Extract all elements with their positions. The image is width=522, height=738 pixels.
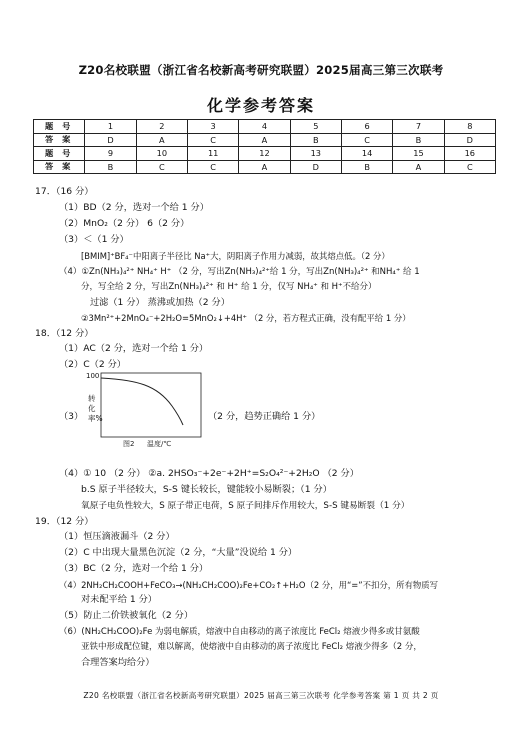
table-cell: 4 — [239, 120, 290, 134]
table-cell: C — [136, 160, 187, 174]
q18-line: （4）① 10 （2 分） ②a. 2HSO₃⁻+2e⁻+2H⁺=S₂O₄²⁻+2H₂O （2 分） — [59, 468, 359, 479]
table-cell: C — [341, 133, 392, 147]
q19-line: （2）C 中出现大量黑色沉淀（2 分，“大量”没说给 1 分） — [59, 547, 298, 558]
q18-line: （2）C（2 分） — [59, 359, 126, 370]
table-cell: 13 — [290, 147, 341, 161]
q18-heading: 18．（12 分） — [35, 328, 94, 339]
table-cell: A — [239, 133, 290, 147]
table-cell: B — [393, 133, 444, 147]
graph-svg — [97, 371, 205, 449]
table-cell: 9 — [85, 147, 136, 161]
table-cell: 12 — [239, 147, 290, 161]
conversion-graph — [97, 371, 205, 449]
table-row-numbers-2 — [34, 147, 496, 161]
document-title: Z20名校联盟（浙江省名校新高考研究联盟）2025届高三第三次联考 — [78, 63, 444, 77]
y-axis-label: 转化率% — [88, 394, 103, 423]
q19-line: （1）恒压滴液漏斗（2 分） — [59, 531, 175, 542]
q17-heading: 17．（16 分） — [35, 186, 94, 197]
y-axis-top-label: 100 — [86, 372, 100, 380]
table-cell: C — [187, 133, 238, 147]
q18-line: 氧原子电负性较大，S 原子带正电荷，S 原子间排斥作用较大，S-S 键易断裂（1 分） — [81, 501, 410, 511]
table-cell: 6 — [341, 120, 392, 134]
table-cell: 11 — [187, 147, 238, 161]
row-label-q: 题 号 — [34, 147, 85, 161]
table-cell: 10 — [136, 147, 187, 161]
x-axis-label: 温度/℃ — [147, 440, 172, 448]
table-cell: 8 — [444, 120, 495, 134]
q19-line: 亚铁中形成配位键，难以解离，使熔液中自由移动的离子浓度比 FeCl₂ 熔液少得多（2 分， — [81, 642, 422, 652]
table-cell: D — [85, 133, 136, 147]
row-label-q: 题 号 — [34, 120, 85, 134]
table-cell: 15 — [393, 147, 444, 161]
table-cell: 3 — [187, 120, 238, 134]
row-label-a: 答 案 — [34, 160, 85, 174]
table-cell: 7 — [393, 120, 444, 134]
answer-table — [33, 119, 496, 174]
page-footer: Z20 名校联盟（浙江省名校新高考研究联盟）2025 届高三第三次联考 化学参考答案 第 1 页 共 2 页 — [83, 691, 439, 700]
q17-line: （1）BD（2 分，选对一个给 1 分） — [59, 202, 209, 213]
q18-line: （1）AC（2 分，选对一个给 1 分） — [59, 343, 209, 354]
q18-line: （2 分，趋势正确给 1 分） — [208, 411, 321, 422]
table-cell: B — [290, 133, 341, 147]
table-cell: 14 — [341, 147, 392, 161]
q17-line: 分，写全给 2 分，写出Zn(NH₃)₄²⁺ 和 H⁺ 给 1 分，仅写 NH₄⁺ 和 H⁺不给分） — [81, 282, 377, 292]
table-row-answers-1 — [34, 133, 496, 147]
q18-line: （3） — [59, 411, 84, 422]
table-cell: 16 — [444, 147, 495, 161]
table-cell: C — [187, 160, 238, 174]
row-label-a: 答 案 — [34, 133, 85, 147]
graph-frame — [101, 373, 201, 437]
table-cell: C — [444, 160, 495, 174]
table-cell: A — [239, 160, 290, 174]
q19-line: （5）防止二价铁被氧化（2 分） — [59, 610, 194, 621]
q18-line: b.S 原子半径较大，S-S 键长较长，键能较小易断裂；（1 分） — [81, 484, 332, 495]
table-cell: 5 — [290, 120, 341, 134]
graph-caption: 图2 — [123, 440, 135, 448]
table-cell: 2 — [136, 120, 187, 134]
q17-line: 过滤（1 分） 蒸沸或加热（2 分） — [90, 297, 230, 308]
table-cell: B — [341, 160, 392, 174]
conversion-curve — [101, 378, 183, 425]
q19-line: （6）(NH₂CH₂COO)₂Fe 为弱电解质，熔液中自由移动的离子浓度比 FeCl₂ 熔液少得多或甘氨酸 — [59, 627, 420, 637]
q19-line: （4）2NH₂CH₂COOH+FeCO₃→(NH₂CH₂COO)₂Fe+CO₂↑+H₂O（2 分，用“=”不扣分，所有物质写 — [59, 580, 439, 590]
q17-line: （3）＜（1 分） — [59, 234, 129, 245]
q19-line: （3）BC（2 分，选对一个给 1 分） — [59, 563, 209, 574]
table-row-answers-2 — [34, 160, 496, 174]
q17-line: [BMIM]⁺BF₄⁻中阳离子半径比 Na⁺大，阴阳离子作用力减弱，故其熔点低。（2 分） — [81, 251, 390, 261]
q17-line: （2）MnO₂（2 分） 6（2 分） — [59, 218, 190, 229]
q19-line: 合理答案均给分） — [81, 657, 155, 668]
table-cell: D — [290, 160, 341, 174]
q19-heading: 19．（12 分） — [35, 516, 94, 527]
table-row-numbers-1 — [34, 120, 496, 134]
q19-line: 对未配平给 1 分） — [81, 594, 157, 605]
table-cell: A — [393, 160, 444, 174]
q17-line: （4）①Zn(NH₃)₄²⁺ NH₄⁺ H⁺ （2 分，写出Zn(NH₃)₄²⁺给 1 分，写出Zn(NH₃)₄²⁺ 和NH₄⁺ 给 1 — [59, 267, 420, 277]
q17-line: ②3Mn²⁺+2MnO₄⁻+2H₂O=5MnO₂↓+4H⁺ （2 分，若方程式正确，没有配平给 1 分） — [81, 313, 411, 323]
document-subtitle: 化学参考答案 — [206, 96, 315, 115]
table-cell: 1 — [85, 120, 136, 134]
table-cell: B — [85, 160, 136, 174]
table-cell: A — [136, 133, 187, 147]
table-cell: D — [444, 133, 495, 147]
